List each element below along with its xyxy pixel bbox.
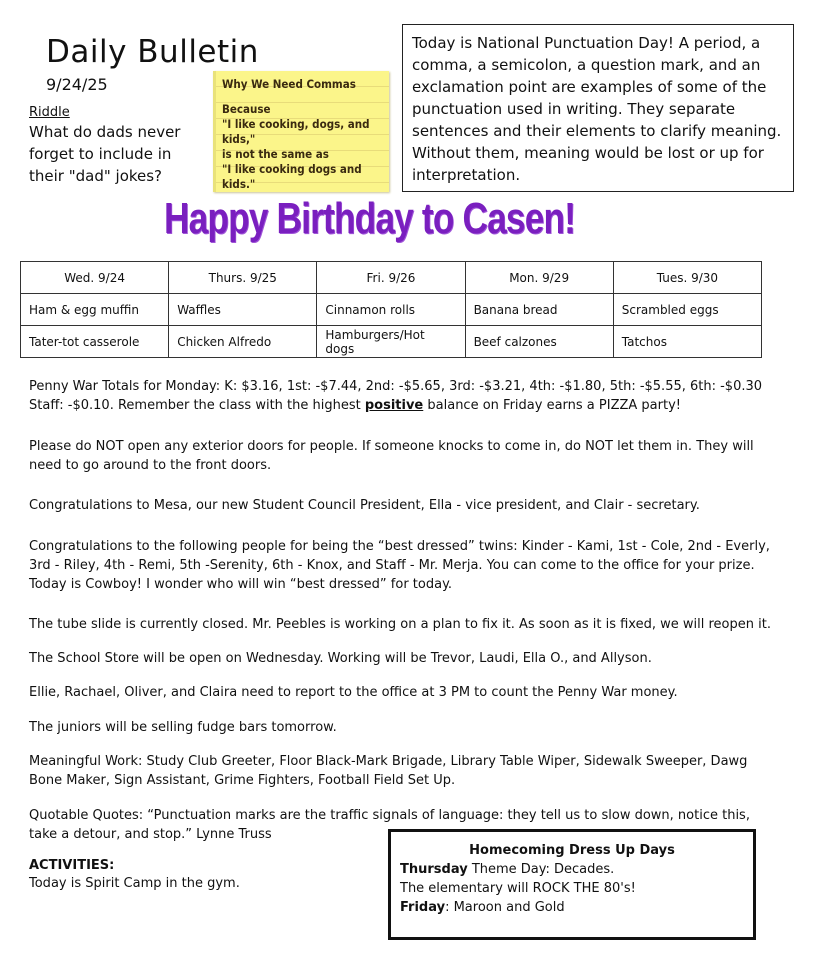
- birthday-banner: Happy Birthday to Casen!: [164, 194, 576, 243]
- note-line: is not the same as: [222, 147, 329, 161]
- menu-day-header: Thurs. 9/25: [169, 262, 317, 294]
- riddle-text: What do dads never forget to include in their "dad" jokes?: [29, 123, 181, 185]
- note-title: Why We Need Commas: [222, 77, 356, 91]
- menu-lunch-row: [21, 326, 762, 358]
- penny-war-text-end: balance on Friday earns a PIZZA party!: [423, 398, 681, 413]
- homecoming-friday: [400, 898, 744, 917]
- menu-cell: Banana bread: [465, 294, 613, 326]
- tube-slide-announcement: The tube slide is currently closed. Mr. Peebles is working on a plan to fix it. As soon as it is fixed, we will reopen it.: [29, 617, 771, 632]
- doors-announcement: Please do NOT open any exterior doors for people. If someone knocks to come in, do NOT let them in. They will need to go around to the front doors.: [29, 439, 754, 473]
- menu-cell: Ham & egg muffin: [21, 294, 169, 326]
- bulletin-date: 9/24/25: [46, 75, 108, 94]
- menu-cell: Chicken Alfredo: [169, 326, 317, 358]
- homecoming-box: [388, 829, 756, 940]
- menu-day-header: Fri. 9/26: [317, 262, 465, 294]
- meaningful-work-announcement: Meaningful Work: Study Club Greeter, Floor Black-Mark Brigade, Library Table Wiper, Sidewalk Sweeper, Dawg Bone Maker, Sign Assistant, Grime Fighters, Football Field Set Up.: [29, 754, 748, 788]
- homecoming-thursday: [400, 860, 744, 879]
- bulletin-title: Daily Bulletin: [46, 34, 259, 70]
- menu-day-header: Wed. 9/24: [21, 262, 169, 294]
- commas-sticky-note: [213, 71, 389, 192]
- menu-day-header: Tues. 9/30: [613, 262, 761, 294]
- school-store-announcement: The School Store will be open on Wednesday. Working will be Trevor, Laudi, Ella O., and Allyson.: [29, 651, 652, 666]
- friday-label: Friday: [400, 900, 446, 915]
- homecoming-title: Homecoming Dress Up Days: [469, 843, 675, 858]
- friday-text: : Maroon and Gold: [445, 900, 565, 915]
- thursday-label: Thursday: [400, 862, 468, 877]
- activities-text: Today is Spirit Camp in the gym.: [29, 876, 240, 891]
- menu-day-header: Mon. 9/29: [465, 262, 613, 294]
- menu-header-row: [21, 262, 762, 294]
- menu-cell: Beef calzones: [465, 326, 613, 358]
- punctuation-day-box: Today is National Punctuation Day! A period, a comma, a semicolon, a question mark, and an exclamation point are examples of some of the punctuation used in writing. They separate sentences and their elements to clarify meaning. Without them, meaning would be lost or up for interpretation.: [402, 24, 794, 192]
- menu-cell: Scrambled eggs: [613, 294, 761, 326]
- positive-emphasis: positive: [364, 398, 424, 413]
- fudge-announcement: The juniors will be selling fudge bars tomorrow.: [29, 720, 337, 735]
- penny-count-announcement: Ellie, Rachael, Oliver, and Claira need to report to the office at 3 PM to count the Penny War money.: [29, 685, 678, 700]
- penny-war-announcement: [29, 377, 779, 415]
- note-line: "I like cooking dogs and kids.": [222, 162, 362, 191]
- homecoming-elementary: The elementary will ROCK THE 80's!: [400, 881, 636, 896]
- quotable-quote: Quotable Quotes: “Punctuation marks are the traffic signals of language: they tell us to slow down, notice this, take a detour, and stop.” Lynne Truss: [29, 808, 750, 842]
- note-line: "I like cooking, dogs, and kids,": [222, 117, 370, 146]
- menu-cell: Tater-tot casserole: [21, 326, 169, 358]
- riddle-label: Riddle: [29, 105, 70, 120]
- menu-cell: Waffles: [169, 294, 317, 326]
- best-dressed-announcement: Congratulations to the following people for being the “best dressed” twins: Kinder - Kami, 1st - Cole, 2nd - Everly, 3rd - Riley, 4th - Remi, 5th -Serenity, 6th - Knox, and Staff - Mr. Merja. You can come to the office for your prize. Today is Cowboy! I wonder who will win “best dressed” for today.: [29, 539, 770, 592]
- menu-cell: Hamburgers/Hot dogs: [317, 326, 465, 358]
- lunch-menu-table: [20, 261, 762, 358]
- menu-cell: Cinnamon rolls: [317, 294, 465, 326]
- note-line: Because: [222, 102, 271, 116]
- student-council-announcement: Congratulations to Mesa, our new Student Council President, Ella - vice president, and Clair - secretary.: [29, 498, 700, 513]
- penny-war-text: Penny War Totals for Monday: K: $3.16, 1st: -$7.44, 2nd: -$5.65, 3rd: -$3.21, 4th: -$1.80, 5th: -$5.55, 6th: -$0.30 Staff: -$0.10. Remember the class with the highest: [29, 379, 763, 413]
- activities-label: ACTIVITIES:: [29, 858, 115, 873]
- menu-cell: Tatchos: [613, 326, 761, 358]
- menu-breakfast-row: [21, 294, 762, 326]
- thursday-text: Theme Day: Decades.: [467, 862, 615, 877]
